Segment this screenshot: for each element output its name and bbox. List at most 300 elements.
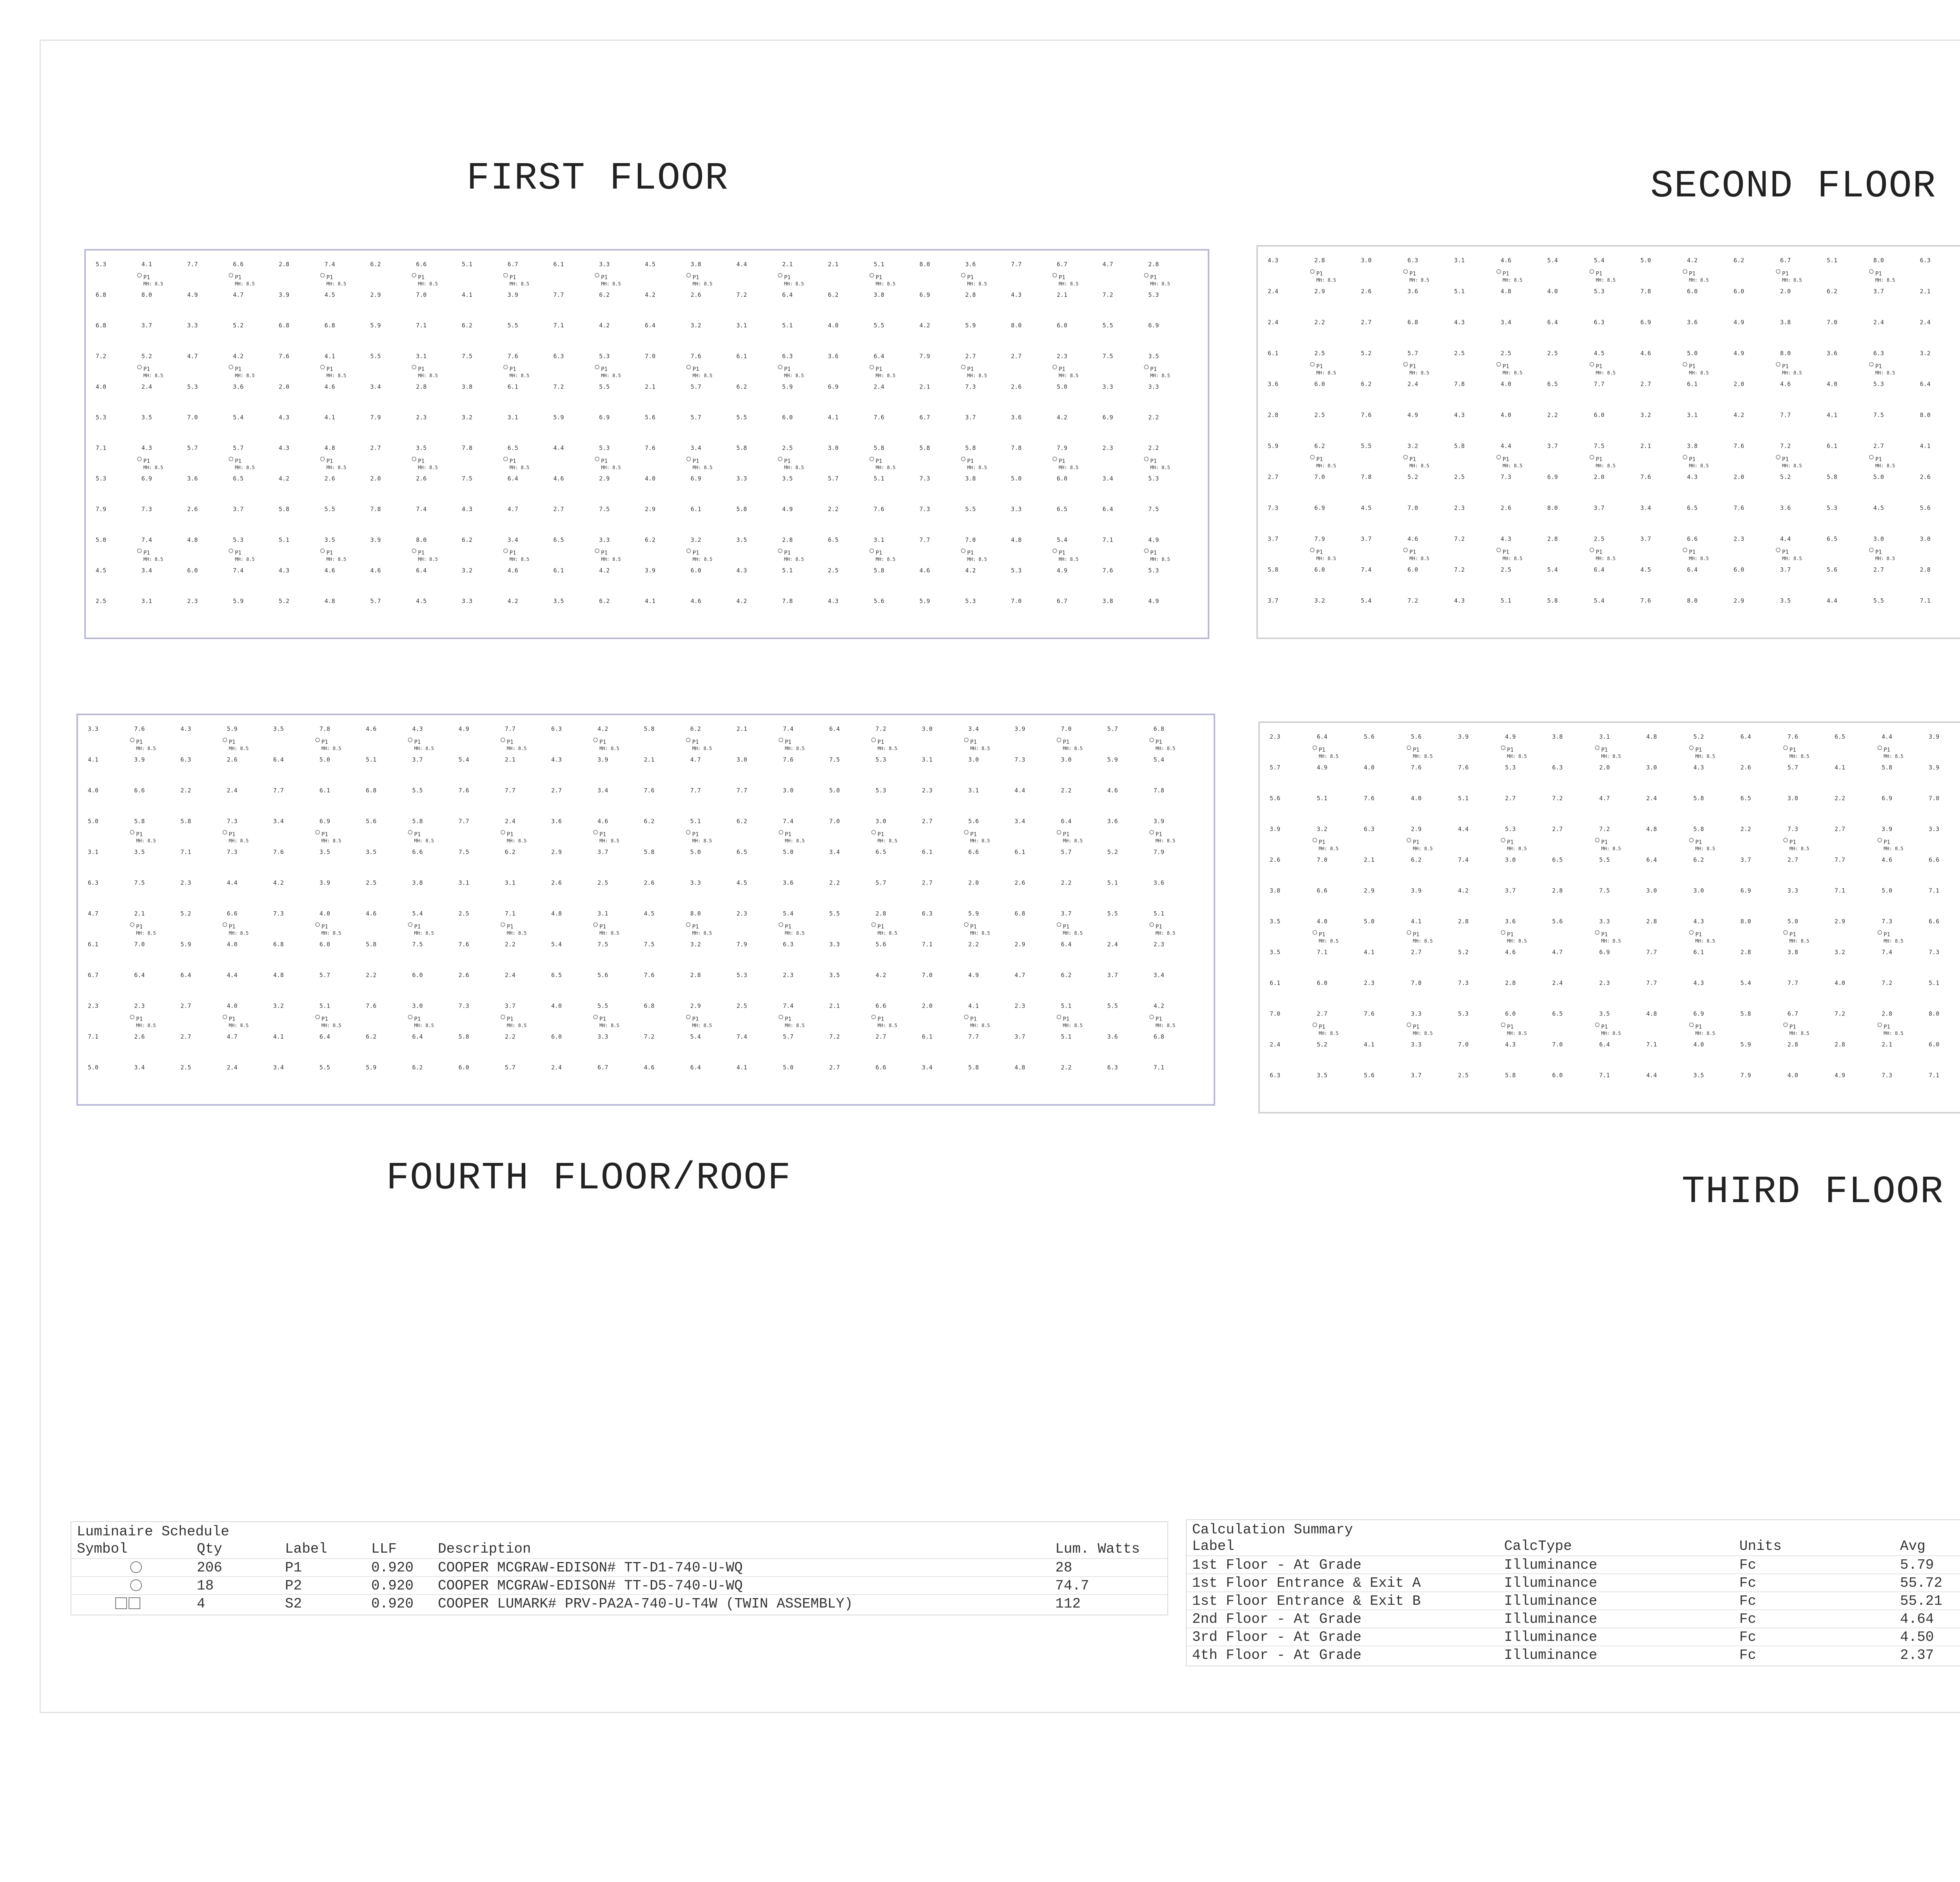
- fixture-marker: [412, 457, 438, 470]
- grid-point-value: 2.8: [1835, 1041, 1846, 1048]
- grid-point-value: 2.6: [1270, 856, 1281, 863]
- svg-text:P1: P1: [599, 739, 606, 746]
- grid-point-value: 7.0: [134, 941, 145, 948]
- grid-point-value: 3.9: [370, 536, 381, 543]
- svg-text:P1: P1: [1595, 363, 1602, 370]
- calctype-cell: Illuminance: [1504, 1593, 1597, 1609]
- grid-point-value: 5.0: [319, 756, 330, 763]
- grid-point-value: 2.5: [1593, 535, 1604, 543]
- svg-text:MH: 8.5: MH: 8.5: [1601, 1030, 1621, 1036]
- svg-text:P1: P1: [967, 458, 974, 465]
- grid-point-value: 4.2: [919, 322, 930, 329]
- svg-text:MH: 8.5: MH: 8.5: [418, 465, 438, 470]
- grid-point-value: 6.2: [462, 536, 473, 543]
- grid-point-value: 5.4: [1593, 257, 1604, 264]
- grid-point-value: 7.1: [88, 1033, 99, 1040]
- grid-point-value: 8.0: [416, 536, 427, 543]
- fixture-marker: [321, 457, 347, 470]
- fixture-marker: [408, 830, 434, 844]
- grid-point-value: 2.3: [1733, 535, 1744, 543]
- svg-text:P1: P1: [1695, 1024, 1702, 1030]
- grid-point-value: 2.3: [180, 879, 191, 887]
- svg-text:P1: P1: [692, 1016, 699, 1023]
- fixture-marker: [1497, 269, 1523, 283]
- fixture-marker: [872, 923, 898, 936]
- grid-point-value: 4.2: [599, 322, 610, 329]
- grid-point-value: 7.6: [1411, 764, 1422, 771]
- grid-point-value: 6.6: [875, 1064, 886, 1071]
- svg-text:P1: P1: [321, 739, 328, 746]
- grid-point-value: 5.3: [96, 475, 107, 482]
- fixture-marker: [223, 830, 249, 844]
- grid-point-value: 4.8: [1646, 1010, 1657, 1017]
- grid-point-value: 3.1: [141, 597, 152, 605]
- svg-text:MH: 8.5: MH: 8.5: [136, 746, 156, 752]
- grid-point-value: 7.1: [1920, 597, 1931, 605]
- svg-text:P1: P1: [785, 831, 791, 838]
- fixture-marker: [961, 457, 987, 470]
- grid-point-value: 7.1: [1317, 948, 1328, 956]
- table-row: [71, 1594, 1167, 1612]
- grid-point-value: 3.2: [690, 941, 701, 948]
- grid-point-value: 3.6: [233, 383, 244, 391]
- grid-point-value: 6.5: [553, 536, 564, 543]
- grid-point-value: 2.3: [416, 414, 427, 421]
- svg-text:MH: 8.5: MH: 8.5: [143, 373, 163, 379]
- watts-cell: 28: [1055, 1560, 1073, 1576]
- svg-text:MH: 8.5: MH: 8.5: [326, 373, 347, 379]
- svg-text:P1: P1: [877, 739, 884, 746]
- grid-point-value: 4.4: [736, 261, 747, 268]
- grid-point-value: 4.5: [96, 567, 107, 574]
- grid-point-value: 4.3: [1501, 535, 1512, 543]
- grid-point-value: 6.9: [919, 291, 930, 299]
- grid-point-value: 3.4: [1014, 817, 1025, 825]
- grid-point-value: 7.1: [1599, 1072, 1610, 1079]
- grid-point-value: 2.7: [922, 817, 933, 825]
- grid-point-value: 6.4: [829, 725, 840, 732]
- grid-point-value: 8.0: [919, 261, 930, 268]
- grid-point-value: 6.0: [551, 1033, 562, 1040]
- fixture-marker: [1150, 830, 1176, 844]
- grid-point-value: 6.0: [690, 567, 701, 574]
- grid-point-value: 5.4: [1361, 597, 1372, 605]
- grid-point-value: 6.5: [1552, 856, 1563, 863]
- grid-point-value: 5.0: [1056, 383, 1067, 391]
- grid-point-value: 2.9: [690, 1002, 701, 1010]
- grid-point-value: 3.5: [1693, 1072, 1704, 1079]
- fixture-marker: [961, 365, 987, 378]
- grid-point-value: 3.6: [828, 352, 839, 360]
- grid-point-value: 5.0: [783, 848, 794, 856]
- grid-point-value: 5.8: [1268, 566, 1279, 574]
- grid-point-value: 2.1: [644, 756, 655, 763]
- grid-point-value: 6.1: [88, 941, 99, 948]
- grid-point-value: 5.0: [1687, 349, 1698, 357]
- grid-point-value: 3.0: [828, 444, 839, 452]
- svg-text:P1: P1: [1601, 747, 1608, 754]
- grid-point-value: 6.2: [505, 848, 515, 856]
- grid-point-value: 5.3: [1505, 825, 1516, 833]
- svg-text:MH: 8.5: MH: 8.5: [229, 838, 249, 844]
- grid-point-value: 5.8: [736, 505, 747, 513]
- grid-point-value: 2.8: [782, 536, 793, 543]
- grid-point-value: 4.5: [736, 879, 748, 887]
- grid-point-value: 6.1: [690, 505, 701, 513]
- grid-point-value: 3.3: [597, 1033, 608, 1040]
- grid-point-value: 7.0: [1317, 856, 1328, 863]
- svg-text:P1: P1: [1319, 839, 1325, 846]
- grid-point-value: 4.8: [1646, 825, 1657, 833]
- grid-point-value: 6.8: [1407, 318, 1418, 326]
- grid-point-value: 6.1: [736, 352, 747, 360]
- grid-point-value: 4.9: [1056, 567, 1067, 574]
- grid-point-value: 5.5: [599, 383, 610, 391]
- fixture-marker: [686, 738, 712, 751]
- grid-point-value: 3.4: [597, 787, 608, 794]
- grid-point-value: 4.2: [645, 291, 656, 299]
- grid-point-value: 4.1: [968, 1002, 979, 1010]
- svg-text:MH: 8.5: MH: 8.5: [1155, 746, 1176, 752]
- grid-point-value: 2.6: [227, 756, 238, 763]
- grid-point-value: 3.6: [783, 879, 794, 887]
- grid-point-value: 7.9: [1056, 444, 1067, 452]
- grid-point-value: 4.9: [458, 725, 469, 732]
- svg-text:P1: P1: [1595, 549, 1602, 556]
- luminaire-schedule-title: Luminaire Schedule: [77, 1524, 229, 1540]
- fixture-marker: [1497, 548, 1523, 561]
- grid-point-value: 3.6: [551, 817, 562, 825]
- svg-text:MH: 8.5: MH: 8.5: [136, 930, 156, 936]
- svg-text:P1: P1: [970, 1016, 977, 1023]
- third-floor-title: THIRD FLOOR: [1682, 1170, 1944, 1214]
- grid-point-value: 6.4: [782, 291, 793, 299]
- svg-text:MH: 8.5: MH: 8.5: [1063, 1023, 1083, 1028]
- grid-point-value: 6.1: [1827, 442, 1838, 450]
- grid-point-value: 5.8: [1827, 473, 1838, 481]
- grid-point-value: 7.5: [1593, 442, 1604, 450]
- grid-point-value: 3.4: [968, 725, 979, 732]
- grid-point-value: 5.1: [1317, 795, 1328, 802]
- grid-point-value: 6.5: [1056, 505, 1067, 513]
- grid-point-value: 4.7: [507, 505, 518, 513]
- svg-text:MH: 8.5: MH: 8.5: [321, 746, 341, 752]
- svg-text:P1: P1: [1689, 549, 1696, 556]
- fixture-marker: [229, 365, 255, 378]
- grid-point-value: 3.0: [1505, 856, 1516, 863]
- fixture-marker: [1776, 548, 1802, 561]
- grid-point-value: 2.8: [1646, 918, 1657, 925]
- svg-text:MH: 8.5: MH: 8.5: [1063, 930, 1083, 936]
- svg-text:P1: P1: [506, 1016, 514, 1023]
- grid-point-value: 6.7: [88, 972, 99, 979]
- svg-text:MH: 8.5: MH: 8.5: [235, 373, 255, 379]
- grid-point-value: 5.7: [783, 1033, 794, 1040]
- grid-point-value: 5.6: [366, 817, 377, 825]
- grid-point-value: 7.0: [1011, 597, 1022, 605]
- grid-point-value: 3.7: [141, 322, 152, 329]
- grid-point-value: 6.0: [782, 414, 793, 421]
- svg-text:P1: P1: [1875, 363, 1882, 370]
- grid-point-value: 3.7: [1640, 535, 1651, 543]
- svg-text:P1: P1: [1316, 271, 1323, 277]
- grid-point-value: 3.9: [1153, 817, 1164, 825]
- grid-point-value: 6.4: [1687, 566, 1698, 574]
- units-cell: Fc: [1739, 1647, 1757, 1663]
- grid-point-value: 5.0: [1787, 918, 1798, 925]
- grid-point-value: 6.4: [1740, 733, 1751, 740]
- grid-point-value: 2.7: [1787, 856, 1798, 863]
- header-units: Units: [1739, 1538, 1782, 1554]
- svg-text:MH: 8.5: MH: 8.5: [326, 465, 347, 470]
- grid-point-value: 4.6: [370, 567, 381, 574]
- grid-point-value: 3.3: [1148, 383, 1159, 391]
- svg-text:P1: P1: [1789, 932, 1796, 938]
- grid-point-value: 5.0: [88, 817, 99, 825]
- svg-text:MH: 8.5: MH: 8.5: [1316, 370, 1336, 376]
- grid-point-value: 5.4: [458, 756, 469, 763]
- grid-point-value: 4.2: [1458, 887, 1469, 894]
- svg-text:P1: P1: [1150, 366, 1157, 373]
- grid-point-value: 6.9: [1693, 1010, 1704, 1017]
- grid-point-value: 7.6: [507, 352, 518, 360]
- grid-point-value: 5.3: [1873, 380, 1884, 388]
- grid-point-value: 5.6: [597, 972, 608, 979]
- fixture-marker: [593, 830, 619, 844]
- grid-point-value: 7.3: [1014, 756, 1025, 763]
- fixture-marker: [1150, 923, 1176, 936]
- grid-point-value: 6.2: [1361, 380, 1372, 388]
- grid-point-value: 3.0: [875, 817, 886, 825]
- grid-point-value: 4.0: [1501, 380, 1512, 388]
- grid-point-value: 4.2: [1733, 411, 1744, 419]
- calc-header-row: [1187, 1537, 1960, 1555]
- grid-point-value: 6.4: [1599, 1041, 1610, 1048]
- grid-point-value: 4.7: [1552, 948, 1563, 956]
- svg-text:MH: 8.5: MH: 8.5: [1507, 938, 1527, 944]
- grid-point-value: 2.8: [416, 383, 427, 391]
- grid-point-value: 3.2: [690, 536, 701, 543]
- grid-point-value: 5.8: [279, 505, 290, 513]
- grid-point-value: 8.0: [1687, 597, 1698, 605]
- fixture-marker: [316, 1015, 341, 1028]
- grid-point-value: 6.2: [1827, 287, 1838, 295]
- svg-text:P1: P1: [143, 550, 150, 556]
- grid-point-value: 5.5: [829, 910, 840, 917]
- llf-cell: 0.920: [371, 1596, 414, 1612]
- svg-text:MH: 8.5: MH: 8.5: [784, 373, 804, 379]
- grid-point-value: 2.7: [1552, 825, 1563, 833]
- grid-point-value: 4.4: [1882, 733, 1893, 740]
- grid-point-value: 5.8: [134, 817, 145, 825]
- fixture-marker: [595, 273, 621, 287]
- grid-point-value: 6.4: [412, 1033, 423, 1040]
- svg-text:MH: 8.5: MH: 8.5: [601, 465, 621, 470]
- grid-point-value: 7.3: [1268, 504, 1279, 512]
- grid-point-value: 5.8: [736, 444, 747, 452]
- grid-point-value: 2.1: [828, 261, 839, 268]
- avg-cell: 4.64: [1900, 1611, 1934, 1627]
- grid-point-value: 7.2: [1102, 291, 1113, 299]
- grid-point-value: 6.7: [1787, 1010, 1798, 1017]
- grid-point-value: 2.6: [1014, 879, 1025, 887]
- grid-point-value: 4.4: [227, 972, 238, 979]
- fixture-marker: [130, 738, 156, 751]
- grid-point-value: 6.3: [1593, 318, 1604, 326]
- grid-point-value: 4.1: [462, 291, 473, 299]
- grid-point-value: 4.6: [919, 567, 930, 574]
- grid-point-value: 7.1: [922, 941, 933, 948]
- grid-point-value: 7.7: [505, 725, 515, 732]
- grid-point-value: 2.5: [782, 444, 793, 452]
- svg-text:P1: P1: [414, 831, 421, 838]
- circle-symbol-icon: [130, 1561, 142, 1577]
- grid-point-value: 4.8: [187, 536, 198, 543]
- grid-point-value: 7.7: [736, 787, 748, 794]
- svg-text:P1: P1: [1884, 747, 1890, 754]
- grid-point-value: 7.6: [1787, 733, 1798, 740]
- grid-point-value: 4.3: [1693, 764, 1704, 771]
- grid-point-value: 7.8: [782, 597, 793, 605]
- grid-point-value: 2.4: [227, 1064, 238, 1071]
- grid-point-value: 4.9: [1505, 733, 1516, 740]
- grid-point-value: 2.5: [1314, 349, 1325, 357]
- grid-point-value: 4.6: [1882, 856, 1893, 863]
- grid-point-value: 4.0: [1501, 411, 1512, 419]
- svg-text:P1: P1: [1695, 932, 1702, 938]
- grid-point-value: 4.2: [875, 972, 886, 979]
- svg-text:P1: P1: [1507, 932, 1514, 938]
- grid-point-value: 7.1: [416, 322, 427, 329]
- fixture-marker: [872, 830, 898, 844]
- fixture-marker: [964, 923, 990, 936]
- grid-point-value: 7.2: [1599, 825, 1610, 833]
- svg-text:P1: P1: [970, 739, 977, 746]
- grid-point-value: 4.3: [1454, 411, 1465, 419]
- grid-point-value: 7.6: [873, 414, 884, 421]
- grid-point-value: 4.6: [366, 725, 377, 732]
- grid-point-value: 7.7: [1835, 856, 1846, 863]
- grid-point-value: 4.6: [1407, 535, 1418, 543]
- grid-point-value: 3.7: [233, 505, 244, 513]
- grid-point-value: 7.6: [1364, 795, 1375, 802]
- svg-text:P1: P1: [506, 924, 514, 930]
- grid-point-value: 3.9: [279, 291, 290, 299]
- grid-point-value: 5.9: [968, 910, 979, 917]
- grid-point-value: 6.4: [1317, 733, 1328, 740]
- grid-point-value: 3.3: [462, 597, 473, 605]
- svg-text:MH: 8.5: MH: 8.5: [1058, 373, 1079, 379]
- svg-text:MH: 8.5: MH: 8.5: [1875, 277, 1895, 283]
- grid-point-value: 2.6: [1920, 473, 1931, 481]
- grid-point-value: 3.8: [462, 383, 473, 391]
- grid-point-value: 7.9: [736, 941, 748, 948]
- grid-point-value: 6.7: [507, 261, 518, 268]
- grid-point-value: 3.0: [1873, 535, 1884, 543]
- fixture-marker: [1776, 455, 1802, 469]
- svg-text:MH: 8.5: MH: 8.5: [414, 838, 434, 844]
- grid-point-value: 5.1: [1929, 979, 1940, 986]
- calctype-cell: Illuminance: [1504, 1557, 1597, 1573]
- grid-point-value: 2.2: [1314, 318, 1325, 326]
- grid-point-value: 4.1: [273, 1033, 284, 1040]
- grid-point-value: 2.5: [1547, 349, 1558, 357]
- second-floor-title: SECOND FLOOR: [1650, 165, 1936, 208]
- grid-point-value: 5.4: [1153, 756, 1164, 763]
- grid-point-value: 5.5: [1361, 442, 1372, 450]
- svg-text:MH: 8.5: MH: 8.5: [1413, 846, 1433, 852]
- svg-text:P1: P1: [599, 924, 606, 930]
- grid-point-value: 6.4: [319, 1033, 330, 1040]
- grid-point-value: 4.7: [1014, 972, 1025, 979]
- fixture-marker: [1878, 746, 1904, 759]
- grid-point-value: 3.7: [1593, 504, 1604, 512]
- grid-point-value: 4.5: [416, 597, 427, 605]
- grid-point-value: 7.3: [919, 475, 930, 482]
- grid-point-value: 3.7: [1505, 887, 1516, 894]
- fixture-marker: [1407, 1023, 1433, 1036]
- grid-point-value: 5.2: [1317, 1041, 1328, 1048]
- svg-text:MH: 8.5: MH: 8.5: [1695, 938, 1715, 944]
- label-cell: P1: [285, 1560, 302, 1576]
- svg-text:P1: P1: [1413, 747, 1420, 754]
- fixture-marker: [1784, 1023, 1809, 1036]
- grid-point-value: 7.6: [644, 972, 655, 979]
- grid-point-value: 6.9: [319, 817, 330, 825]
- grid-point-value: 3.6: [1011, 414, 1022, 421]
- svg-text:P1: P1: [418, 458, 425, 465]
- grid-point-value: 4.3: [828, 597, 839, 605]
- grid-point-value: 2.0: [1733, 380, 1744, 388]
- svg-text:P1: P1: [321, 831, 328, 838]
- grid-point-value: 4.3: [1693, 918, 1704, 925]
- grid-point-value: 6.4: [507, 475, 518, 482]
- grid-point-value: 3.2: [1835, 948, 1846, 956]
- label-cell: 1st Floor - At Grade: [1192, 1557, 1362, 1573]
- label-cell: 3rd Floor - At Grade: [1192, 1629, 1362, 1645]
- grid-point-value: 6.7: [1056, 261, 1067, 268]
- svg-text:P1: P1: [601, 550, 608, 556]
- grid-point-value: 4.9: [1407, 411, 1418, 419]
- svg-text:P1: P1: [229, 739, 236, 746]
- grid-point-value: 3.0: [1693, 887, 1704, 894]
- fixture-marker: [1497, 362, 1523, 376]
- grid-point-value: 5.8: [1454, 442, 1465, 450]
- grid-point-value: 5.3: [736, 972, 748, 979]
- grid-point-value: 2.2: [505, 941, 515, 948]
- units-cell: Fc: [1739, 1629, 1757, 1645]
- grid-point-value: 7.7: [187, 261, 198, 268]
- grid-point-value: 3.3: [1929, 825, 1940, 833]
- grid-point-value: 3.4: [690, 444, 701, 452]
- grid-point-value: 5.8: [965, 444, 976, 452]
- svg-text:P1: P1: [1409, 549, 1416, 556]
- grid-point-value: 6.6: [968, 848, 979, 856]
- grid-point-value: 2.4: [505, 972, 515, 979]
- grid-point-value: 7.0: [1061, 725, 1072, 732]
- fixture-marker: [1784, 930, 1809, 944]
- fixture-marker: [408, 923, 434, 936]
- grid-point-value: 5.8: [1882, 764, 1893, 771]
- header-label: Label: [285, 1541, 328, 1557]
- grid-point-value: 6.9: [1314, 504, 1325, 512]
- fixture-marker: [595, 365, 621, 378]
- grid-point-value: 5.7: [505, 1064, 515, 1071]
- svg-text:P1: P1: [1155, 924, 1162, 930]
- grid-point-value: 6.6: [412, 848, 423, 856]
- grid-point-value: 3.1: [922, 756, 933, 763]
- grid-point-value: 5.8: [458, 1033, 469, 1040]
